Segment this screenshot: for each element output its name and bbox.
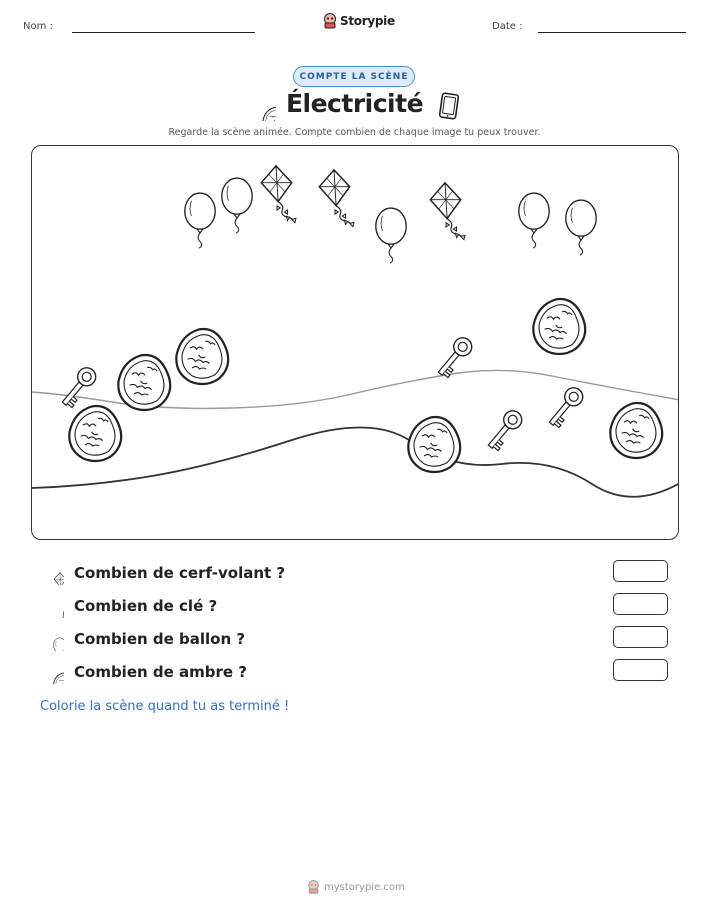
balloon-item [222,178,252,233]
scene-drawing [32,146,679,540]
question-label: Combien de ballon ? [74,630,246,648]
mascot-icon [307,880,320,894]
balloon-item [519,193,549,248]
answer-box-key[interactable] [613,593,668,615]
name-line[interactable] [72,32,255,33]
kite-item [261,166,296,223]
answer-box-balloon[interactable] [613,626,668,648]
amber-item [610,403,662,458]
date-line[interactable] [538,32,686,33]
front-hill-line [32,427,679,496]
activity-badge: COMPTE LA SCÈNE [293,66,415,87]
balloon-item [185,193,215,248]
balloon-item [376,208,406,263]
instructions: Regarde la scène animée. Compte combien de chaque image tu peux trouver. [168,127,541,138]
key-item [433,334,475,379]
answer-box-amber[interactable] [613,659,668,681]
footer-url[interactable]: mystorypie.com [324,881,405,893]
kite-item [319,170,354,227]
brand-name: Storypie [340,14,395,28]
key-item [483,407,525,452]
key-item [57,364,99,409]
amber-item [69,406,121,461]
brand-logo [323,13,395,29]
page-title: Électricité [285,89,424,118]
scene-panel [31,145,679,540]
kite-item [430,183,465,240]
question-kite [40,561,285,585]
amber-item [176,329,228,384]
question-label: Combien de cerf-volant ? [74,564,286,582]
name-label: Nom : [23,21,53,32]
date-label: Date : [492,21,523,32]
balloon-item [566,200,596,255]
amber-icon [40,660,64,684]
key-item [544,384,586,429]
footer [307,880,405,894]
kite-icon [40,561,64,585]
tablet-icon [436,92,462,120]
mascot-icon [323,13,337,29]
coloring-instruction: Colorie la scène quand tu as terminé ! [40,699,290,714]
question-key [40,594,217,618]
question-label: Combien de clé ? [74,597,218,615]
answer-box-kite[interactable] [613,560,668,582]
question-amber [40,660,247,684]
key-icon [40,594,64,618]
amber-item [118,355,170,410]
amber-item [533,299,585,354]
balloon-icon [40,627,64,651]
amber-item [408,417,460,472]
question-label: Combien de ambre ? [74,663,248,681]
question-balloon [40,627,245,651]
